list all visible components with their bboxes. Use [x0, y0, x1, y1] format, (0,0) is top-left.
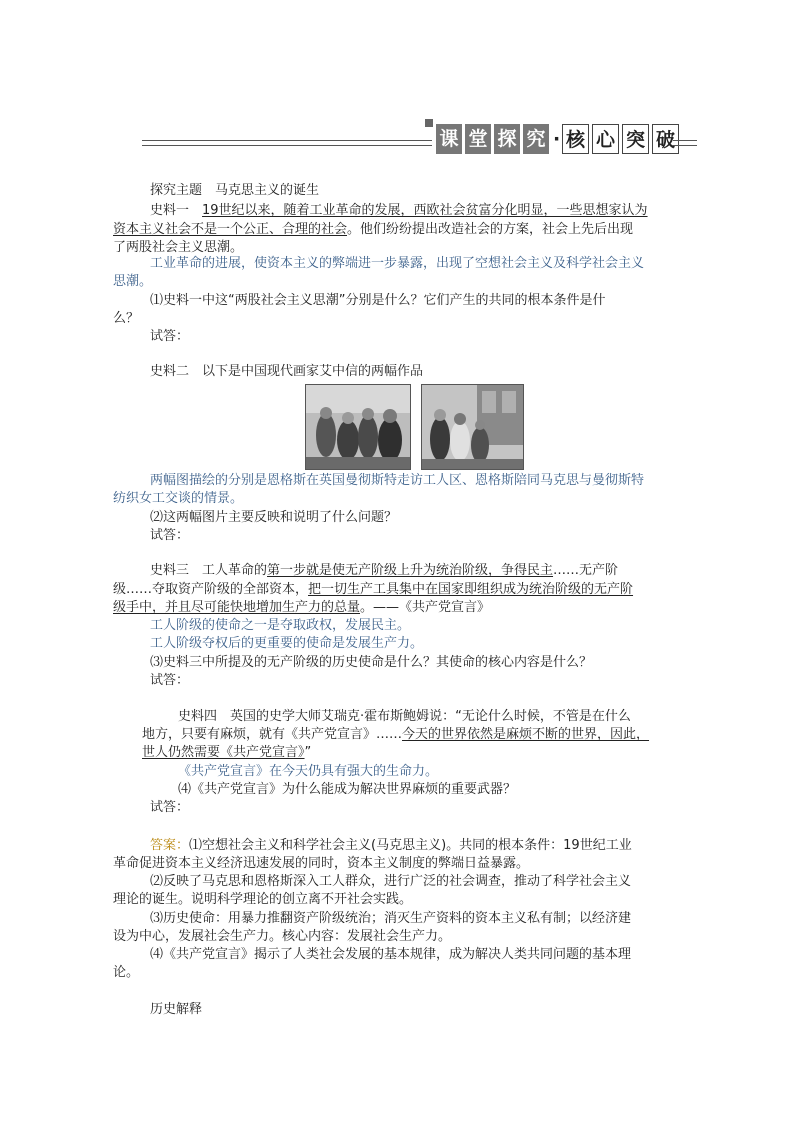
try-answer-4: 试答： — [150, 800, 190, 815]
banner-rule-left — [142, 140, 432, 146]
banner-char: 究 — [523, 124, 549, 154]
source4-line1: 史料四 英国的史学大师艾瑞克·霍布斯鲍姆说：“无论什么时候，不管是在什么 — [178, 709, 631, 724]
try-answer-1: 试答： — [150, 329, 190, 344]
answer-3-line2: 设为中心，发展社会生产力。核心内容：发展社会生产力。 — [113, 929, 452, 944]
source2-note-line2: 纺织女工交谈的情景。 — [113, 491, 244, 506]
source3-note-line1: 工人阶级的使命之一是夺取政权，发展民主。 — [150, 618, 411, 633]
banner-title-right — [562, 124, 679, 154]
banner-char: 堂 — [465, 124, 491, 154]
source3-underlined-2: 把一切生产工具集中在国家即组织成为统治阶级的无产阶 — [308, 582, 634, 597]
source3-label: 史料三 工人革命的 — [150, 563, 268, 578]
banner-char: 核 — [562, 124, 589, 154]
answer-label: 答案： — [150, 838, 190, 853]
question-3: ⑶史料三中所提及的无产阶级的历史使命是什么？其使命的核心内容是什么？ — [150, 655, 593, 670]
topic-heading: 探究主题 马克思主义的诞生 — [150, 183, 320, 198]
source3-underlined-1: 第一步就是使无产阶级上升为统治阶级，争得民主 — [267, 563, 554, 578]
banner-separator: · — [553, 128, 561, 150]
question-4: ⑷《共产党宣言》为什么能成为解决世界麻烦的重要武器？ — [178, 782, 517, 797]
question-2: ⑵这两幅图片主要反映和说明了什么问题？ — [150, 510, 398, 525]
source1-line2 — [113, 222, 633, 238]
answer-2-line2: 理论的诞生。说明科学理论的创立离不开社会实践。 — [113, 892, 413, 907]
banner-char: 探 — [494, 124, 520, 154]
answer-2-line1: ⑵反映了马克思和恩格斯深入工人群众，进行广泛的社会调查，推动了科学社会主义 — [150, 874, 632, 889]
source3-line2 — [113, 582, 633, 598]
banner-rule-right — [673, 140, 697, 146]
banner-char: 破 — [652, 124, 679, 154]
banner-char: 突 — [622, 124, 649, 154]
question-1-line1: ⑴史料一中这“两股社会主义思潮”分别是什么？它们产生的共同的根本条件是什 — [150, 293, 606, 308]
source3-line1-rest: ……无产阶 — [553, 563, 619, 578]
banner-char: 课 — [436, 124, 462, 154]
history-explanation-heading: 历史解释 — [150, 1002, 203, 1017]
source2-note-line1: 两幅图描绘的分别是恩格斯在英国曼彻斯特走访工人区、恩格斯陪同马克思与曼彻斯特 — [150, 473, 645, 488]
answer-1-line1 — [150, 838, 632, 854]
painting-marx-engels-with-weavers — [421, 384, 524, 470]
answer-4-line2: 论。 — [113, 965, 140, 980]
banner-corner-mark — [425, 119, 433, 127]
source4-underlined-1: 今天的世界依然是麻烦不断的世界，因此， — [402, 727, 650, 742]
source3-underlined-3: 级手中，并且尽可能快地增加生产力的总量 — [113, 600, 361, 615]
banner-char: 心 — [592, 124, 619, 154]
source1-line2-rest: 。他们纷纷提出改造社会的方案，社会上先后出现 — [347, 222, 634, 237]
source1-line3: 了两股社会主义思潮。 — [113, 240, 244, 255]
source4-note: 《共产党宣言》在今天仍具有强大的生命力。 — [178, 764, 439, 779]
question-1-line2: 么？ — [113, 311, 140, 326]
source4-line3 — [142, 745, 311, 761]
source2-heading: 史料二 以下是中国现代画家艾中信的两幅作品 — [150, 364, 424, 379]
source4-underlined-2: 世人仍然需要《共产党宣言》 — [142, 745, 305, 760]
source1-underlined-1: 19世纪以来，随着工业革命的发展，西欧社会贫富分化明显，一些思想家认为 — [202, 203, 648, 218]
source1-label: 史料一 — [150, 203, 203, 218]
source3-line1 — [150, 563, 618, 579]
source1-line1 — [150, 203, 648, 219]
banner-title-left — [436, 124, 549, 154]
source3-line2-pre: 级……夺取资产阶级的全部资本， — [113, 582, 309, 597]
source1-note-line1: 工业革命的进展，使资本主义的弊端进一步暴露，出现了空想社会主义及科学社会主义 — [150, 256, 645, 271]
painting-engels-visits-workers — [305, 384, 411, 470]
answer-4-line1: ⑷《共产党宣言》揭示了人类社会发展的基本规律，成为解决人类共同问题的基本理 — [150, 947, 632, 962]
source1-underlined-2: 资本主义社会不是一个公正、合理的社会 — [113, 222, 348, 237]
source3-line3-rest: 。——《共产党宣言》 — [360, 600, 491, 615]
source1-note-line2: 思潮。 — [113, 274, 153, 289]
source3-line3 — [113, 600, 490, 616]
answer-1-text: ⑴空想社会主义和科学社会主义(马克思主义)。共同的根本条件：19世纪工业 — [189, 838, 632, 853]
try-answer-2: 试答： — [150, 528, 190, 543]
answer-3-line1: ⑶历史使命：用暴力推翻资产阶级统治；消灭生产资料的资本主义私有制；以经济建 — [150, 911, 632, 926]
source4-line2-pre: 地方，只要有麻烦，就有《共产党宣言》…… — [142, 727, 403, 742]
source4-line3-rest: ” — [304, 745, 312, 760]
source4-line2 — [142, 727, 649, 743]
try-answer-3: 试答： — [150, 673, 190, 688]
source3-note-line2: 工人阶级夺权后的更重要的使命是发展生产力。 — [150, 636, 424, 651]
answer-1-line2: 革命促进资本主义经济迅速发展的同时，资本主义制度的弊端日益暴露。 — [113, 856, 530, 871]
